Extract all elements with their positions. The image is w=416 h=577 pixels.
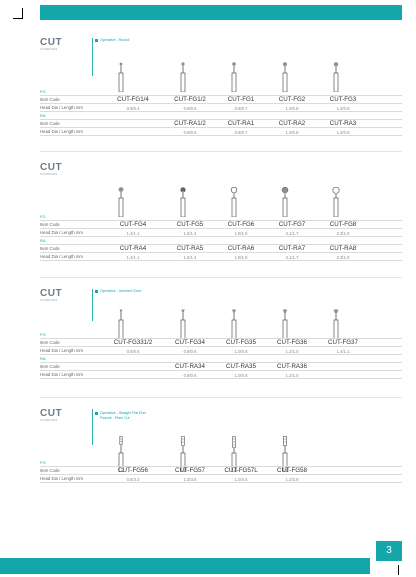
divider-line (92, 289, 93, 321)
head-dimension: 1.2/0.9 (336, 105, 350, 111)
item-code: CUT-RA5 (176, 245, 204, 252)
category-title: Operative - Round (95, 38, 129, 43)
item-code: CUT-FG37 (328, 339, 358, 346)
item-code: CUT-FG58 (277, 467, 307, 474)
section-round-large (40, 155, 402, 275)
fg-code-row: Item Code CUT-FG56 CUT-FG57 CUT-FG57L CUT-FG58 (40, 467, 402, 475)
item-code: CUT-FG4 (119, 221, 147, 228)
item-code: CUT-FG56 (118, 467, 148, 474)
head-dimension: 0.8/0.6 (183, 348, 197, 354)
item-code: CUT-RA7 (278, 245, 306, 252)
head-dimension: 1.0/0.8 (285, 105, 299, 111)
head-dimension: 1.0/0.8 (234, 372, 248, 378)
crop-mark (398, 565, 399, 575)
head-dimension: 1.8/1.6 (234, 254, 248, 260)
item-code: CUT-RA8 (329, 245, 357, 252)
item-code: CUT-FG57L (224, 467, 258, 474)
head-dimension: 0.8/3.2 (126, 476, 140, 482)
spec-table (40, 331, 402, 379)
fg-header-row: FG (40, 88, 402, 96)
category-title: Operative - Inverted Cone (95, 289, 141, 294)
head-dimension: 0.8/0.7 (234, 129, 248, 135)
cut-logo: CUT CARBIDES (40, 408, 63, 422)
ra-header-row: RA (40, 237, 402, 245)
crop-mark (22, 8, 23, 18)
fg-header-row: FG (40, 331, 402, 339)
divider-line (92, 409, 93, 445)
head-dimension: 0.5/0.4 (126, 105, 140, 111)
head-dimension: 1.2/3.8 (285, 476, 299, 482)
ra-dim-row: Head Dia / Length mm 0.6/0.5 0.8/0.7 1.0/0.8 1.2/0.9 (40, 128, 402, 136)
category-title: Operative - Straight Flat End Fissure - Plain Cut (95, 411, 146, 421)
head-dimension: 0.6/0.5 (183, 105, 197, 111)
head-dimension: 1.8/1.6 (234, 230, 248, 236)
head-dimension: 1.2/1.0 (285, 348, 299, 354)
ra-code-row: Item Code CUT-RA34 CUT-RA35 CUT-RA36 (40, 363, 402, 371)
crop-mark (13, 18, 23, 19)
fg-code-row: Item Code CUT-FG1/4 CUT-FG1/2 CUT-FG1 CUT-FG2 CUT-FG3 (40, 96, 402, 104)
item-code: CUT-FG5 (176, 221, 204, 228)
divider-line (92, 38, 93, 76)
head-dimension: 1.4/1.1 (126, 230, 140, 236)
head-dimension: 1.2/0.9 (336, 129, 350, 135)
item-code: CUT-FG35 (226, 339, 256, 346)
item-code: CUT-FG6 (227, 221, 255, 228)
section-inverted-cone (40, 281, 402, 401)
head-dimension: 1.4/1.1 (336, 348, 350, 354)
spec-table (40, 213, 402, 261)
head-dimension: 1.0/0.8 (234, 348, 248, 354)
ra-dim-row: Head Dia / Length mm 1.4/1.1 1.6/1.4 1.8/1.6 2.1/1.7 2.3/1.9 (40, 253, 402, 261)
item-code: CUT-FG2 (278, 96, 306, 103)
head-dimension: 1.6/1.4 (183, 254, 197, 260)
ra-dim-row: Head Dia / Length mm 0.8/0.6 1.0/0.8 1.2/1.0 (40, 371, 402, 379)
head-dimension: 1.6/1.4 (183, 230, 197, 236)
ra-header-row: RA (40, 112, 402, 120)
item-code: CUT-FG331/2 (113, 339, 153, 346)
ra-header-row: RA (40, 355, 402, 363)
fg-header-row: FG (40, 459, 402, 467)
ra-code-row: Item Code CUT-RA1/2 CUT-RA1 CUT-RA2 CUT-RA3 (40, 120, 402, 128)
fg-dim-row: Head Dia / Length mm 1.4/1.1 1.6/1.4 1.8/1.6 2.1/1.7 2.3/1.9 (40, 229, 402, 237)
section-separator (40, 151, 402, 152)
item-code: CUT-FG1/2 (174, 96, 206, 103)
fg-code-row: Item Code CUT-FG4 CUT-FG5 CUT-FG6 CUT-FG7 CUT-FG8 (40, 221, 402, 229)
head-dimension: 2.1/1.7 (285, 254, 299, 260)
fg-header-row: FG (40, 213, 402, 221)
top-header-bar (40, 5, 402, 20)
spec-table (40, 459, 402, 483)
head-dimension: 2.3/1.9 (336, 254, 350, 260)
cut-logo: CUT CARBIDES (40, 162, 63, 176)
item-code: CUT-FG34 (175, 339, 205, 346)
fg-dim-row: Head Dia / Length mm 0.5/0.4 0.6/0.5 0.8/0.7 1.0/0.8 1.2/0.9 (40, 104, 402, 112)
section-straight-flat-end (40, 401, 402, 511)
item-code: CUT-FG57 (175, 467, 205, 474)
section-separator (40, 277, 402, 278)
section-round-small (40, 30, 402, 150)
head-dimension: 1.0/0.8 (285, 129, 299, 135)
cut-logo: CUT CARBIDES (40, 288, 63, 302)
cut-logo: CUT CARBIDES (40, 37, 63, 51)
item-code: CUT-RA36 (277, 363, 307, 370)
head-dimension: 0.8/0.7 (234, 105, 248, 111)
item-code: CUT-RA4 (119, 245, 147, 252)
head-dimension: 1.0/4.5 (234, 476, 248, 482)
item-code: CUT-RA6 (227, 245, 255, 252)
item-code: CUT-RA3 (329, 120, 357, 127)
ra-code-row: Item Code CUT-RA4 CUT-RA5 CUT-RA6 CUT-RA7 CUT-RA8 (40, 245, 402, 253)
item-code: CUT-RA1/2 (174, 120, 206, 127)
item-code: CUT-RA35 (226, 363, 256, 370)
head-dimension: 0.6/0.5 (126, 348, 140, 354)
fg-dim-row: Head Dia / Length mm 0.8/3.2 1.0/3.8 1.0/4.5 1.2/3.8 (40, 475, 402, 483)
fg-code-row: Item Code CUT-FG331/2 CUT-FG34 CUT-FG35 CUT-FG36 CUT-FG37 (40, 339, 402, 347)
item-code: CUT-RA1 (227, 120, 255, 127)
item-code: CUT-FG7 (278, 221, 306, 228)
head-dimension: 1.0/3.8 (183, 476, 197, 482)
item-code: CUT-FG36 (277, 339, 307, 346)
head-dimension: 1.4/1.1 (126, 254, 140, 260)
bottom-footer-bar (0, 558, 370, 574)
spec-table (40, 88, 402, 136)
fg-dim-row: Head Dia / Length mm 0.6/0.5 0.8/0.6 1.0/0.8 1.2/1.0 1.4/1.1 (40, 347, 402, 355)
head-dimension: 2.3/1.9 (336, 230, 350, 236)
section-separator (40, 397, 402, 398)
item-code: CUT-RA34 (175, 363, 205, 370)
item-code: CUT-FG8 (329, 221, 357, 228)
head-dimension: 2.1/1.7 (285, 230, 299, 236)
head-dimension: 0.8/0.6 (183, 372, 197, 378)
item-code: CUT-FG1/4 (117, 96, 149, 103)
item-code: CUT-FG3 (329, 96, 357, 103)
head-dimension: 1.2/1.0 (285, 372, 299, 378)
head-dimension: 0.6/0.5 (183, 129, 197, 135)
page-number: 3 (376, 541, 402, 561)
item-code: CUT-RA2 (278, 120, 306, 127)
item-code: CUT-FG1 (227, 96, 255, 103)
